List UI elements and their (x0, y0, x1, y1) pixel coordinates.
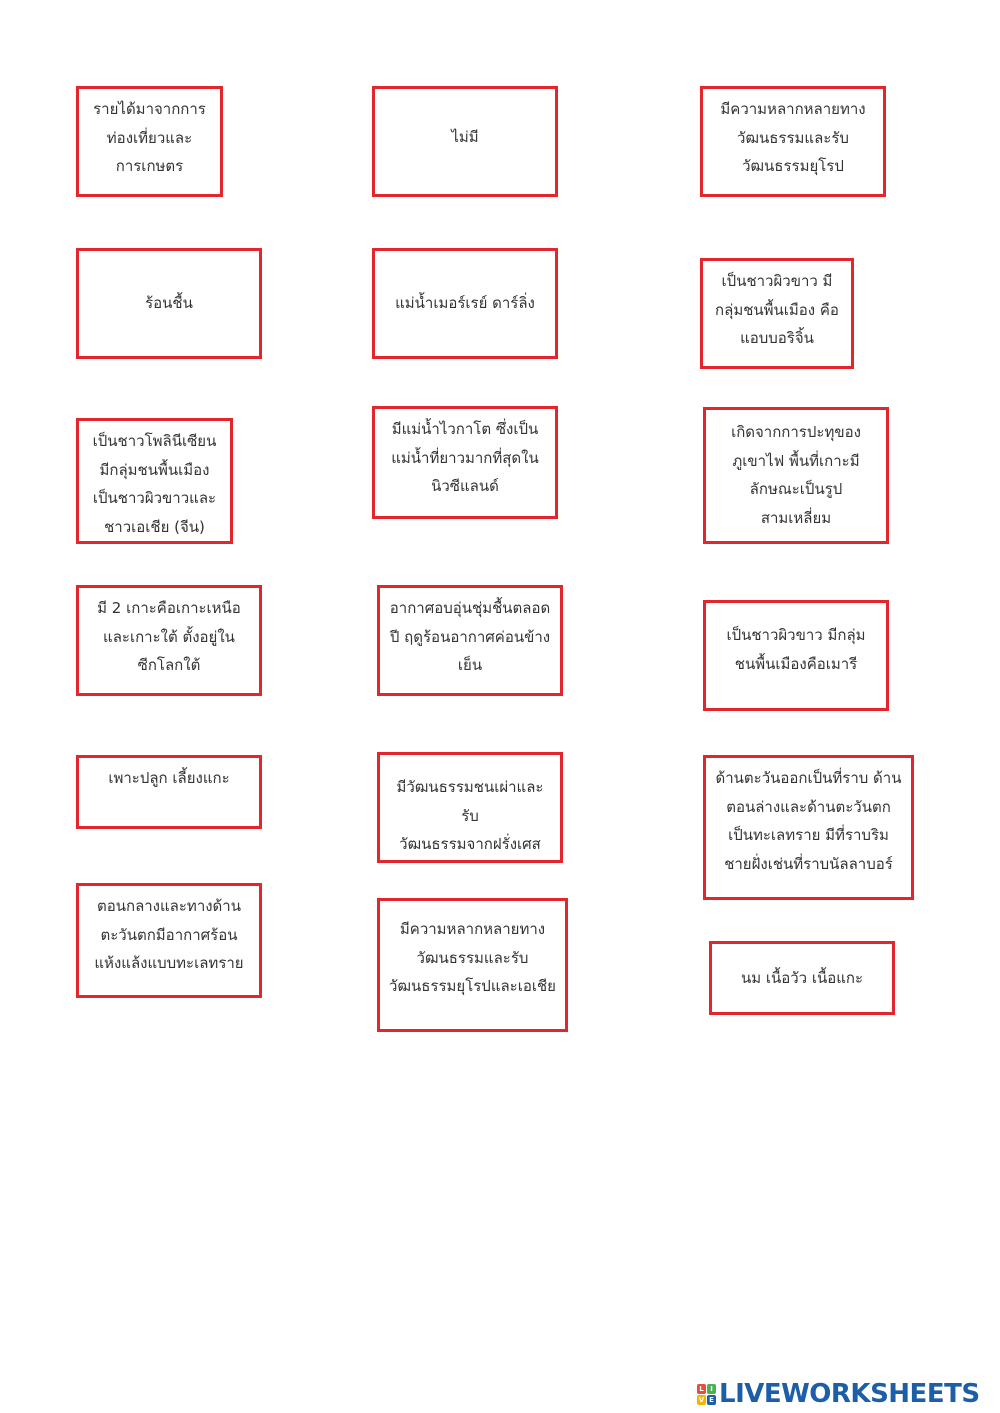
answer-card-murray-darling[interactable] (372, 248, 558, 359)
card-text: เป็นชาวผิวขาว มีกลุ่ม ชนพื้นเมืองคือเมารี (726, 626, 866, 673)
answer-card-farming[interactable] (76, 755, 262, 829)
logo-letter: L (697, 1384, 706, 1394)
card-text: ร้อนชื้น (145, 294, 193, 313)
answer-card-desert-climate[interactable] (76, 883, 262, 998)
answer-card-two-islands[interactable] (76, 585, 262, 696)
card-text: เพาะปลูก เลี้ยงแกะ (108, 769, 230, 787)
logo-text: LIVEWORKSHEETS (719, 1379, 980, 1409)
card-text: รายได้มาจากการ ท่องเที่ยวและ การเกษตร (93, 100, 206, 175)
card-text: มีความหลากหลายทาง วัฒนธรรมและรับ วัฒนธรรมยุโรปและเอเชีย (389, 920, 556, 995)
answer-card-euro-asian-culture[interactable] (377, 898, 568, 1032)
card-text: มีวัฒนธรรมชนเผ่าและรับ วัฒนธรรมจากฝรั่งเศส (396, 778, 544, 853)
answer-card-nullarbor[interactable] (703, 755, 914, 900)
logo-mark-icon (697, 1384, 716, 1405)
answer-card-hot-humid[interactable] (76, 248, 262, 359)
card-text: เป็นชาวผิวขาว มี กลุ่มชนพื้นเมือง คือ แอบบอริจิ้น (715, 272, 839, 347)
card-text: เป็นชาวโพลินีเซียน มีกลุ่มชนพื้นเมือง เป็นชาวผิวขาวและ ชาวเอเชีย (จีน) (92, 432, 217, 536)
card-text: เกิดจากการปะทุของ ภูเขาไฟ พื้นที่เกาะมี ลักษณะเป็นรูป สามเหลี่ยม (731, 423, 861, 527)
card-text: มีความหลากหลายทาง วัฒนธรรมและรับ วัฒนธรรมยุโรป (720, 100, 866, 175)
logo-letter: V (698, 1395, 705, 1404)
card-text: อากาศอบอุ่นชุ่มชื้นตลอด ปี ฤดูร้อนอากาศค่อนข้าง เย็น (389, 599, 551, 674)
logo-letter: I (707, 1384, 716, 1394)
logo-letter: E (707, 1395, 716, 1405)
answer-card-aboriginal[interactable] (700, 258, 854, 369)
answer-card-european-culture[interactable] (700, 86, 886, 197)
answer-card-income[interactable] (76, 86, 223, 197)
card-text: แม่น้ำเมอร์เรย์ ดาร์ลิ่ง (395, 294, 535, 313)
answer-card-maori[interactable] (703, 600, 889, 711)
answer-card-dairy-meat[interactable] (709, 941, 895, 1015)
card-text: ด้านตะวันออกเป็นที่ราบ ด้าน ตอนล่างและด้านตะวันตก เป็นทะเลทราย มีที่ราบริม ชายฝั่งเช่นที่ราบนัลลาบอร์ (715, 769, 902, 873)
answer-card-volcanic[interactable] (703, 407, 889, 544)
liveworksheets-logo (697, 1376, 980, 1412)
answer-card-waikato[interactable] (372, 406, 558, 519)
card-text: มีแม่น้ำไวกาโต ซึ่งเป็น แม่น้ำที่ยาวมากที่สุดใน นิวซีแลนด์ (391, 420, 539, 495)
answer-card-mild-climate[interactable] (377, 585, 563, 696)
answer-card-polynesian[interactable] (76, 418, 233, 544)
answer-card-french-culture[interactable] (377, 752, 563, 863)
card-text: นม เนื้อวัว เนื้อแกะ (740, 968, 864, 987)
answer-card-none[interactable] (372, 86, 558, 197)
card-text: มี 2 เกาะคือเกาะเหนือ และเกาะใต้ ตั้งอยู่ใน ซีกโลกใต้ (97, 599, 241, 674)
card-text: ไม่มี (451, 128, 479, 146)
card-text: ตอนกลางและทางด้าน ตะวันตกมีอากาศร้อน แห้งแล้งแบบทะเลทราย (94, 897, 244, 972)
